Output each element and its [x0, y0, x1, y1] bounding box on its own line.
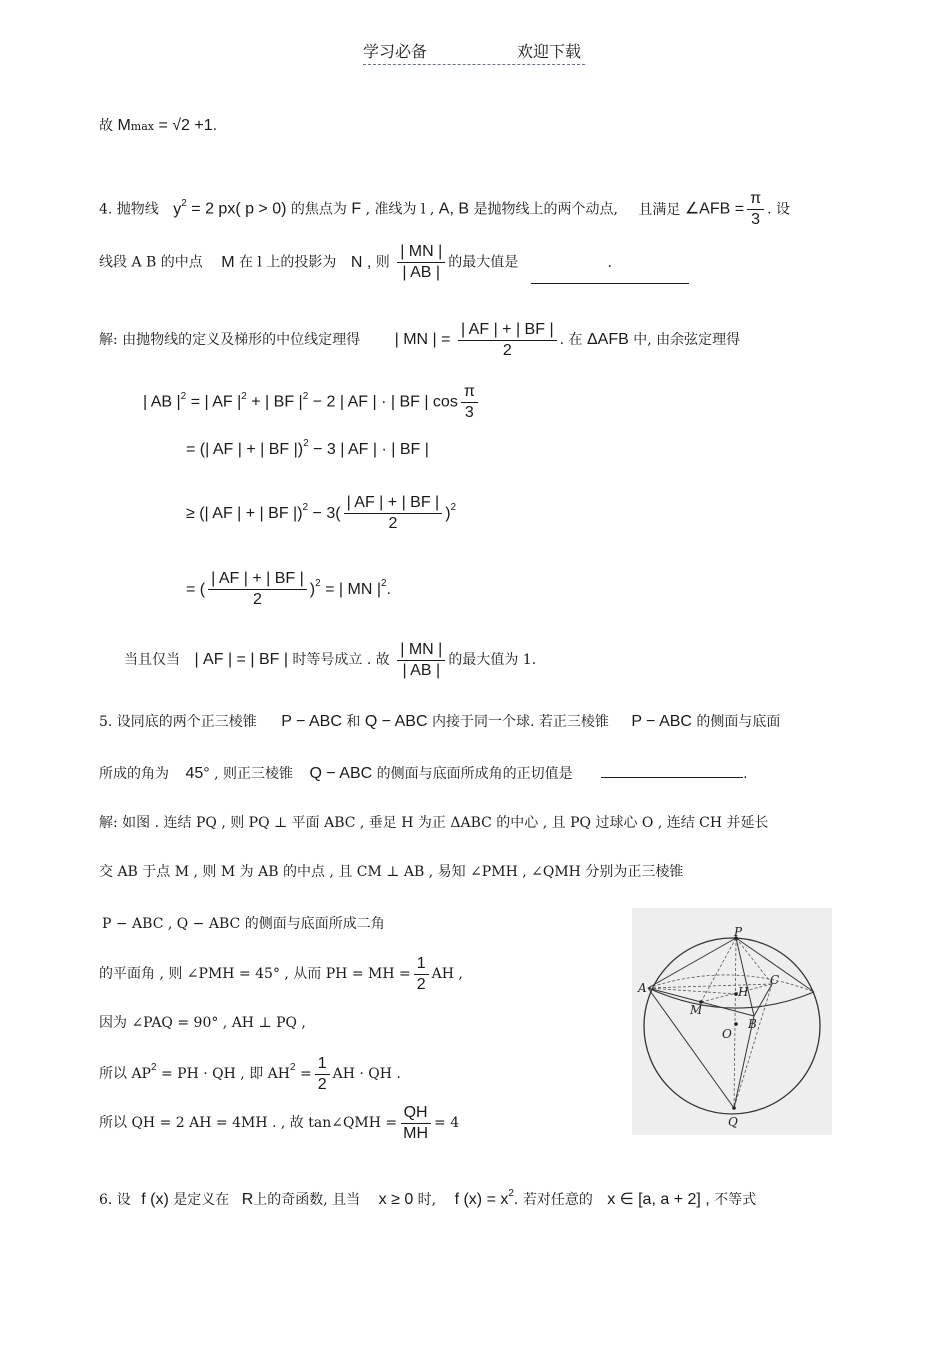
label-P: P	[734, 925, 743, 939]
problem-5-line-1: 5. 设同底的两个正三棱锥 P − ABC 和 Q − ABC 内接于同一个球. 若正三棱锥 P − ABC 的侧面与底面	[99, 713, 781, 730]
sol5-line-5: 因为 ∠PAQ = 90° , AH ⊥ PQ ,	[99, 1015, 306, 1031]
sol5-line-7: 所以 QH = 2 AH = 4MH . , 故 tan∠QMH = $\frac{QH}{MH}$ = 4	[99, 1103, 460, 1142]
sol5-line-6: 所以 $AP^2$ = PH · QH , 即 $AH^2$ = $\frac{1}{2}$ AH · QH .	[99, 1054, 401, 1093]
header-right: 欢迎下载	[516, 42, 581, 61]
sol4-text-3: 中, 由余弦定理得	[633, 332, 741, 348]
sol4-final-eq: | AF | = | BF |	[194, 651, 288, 668]
sol4-row-2: = (| AF | + | BF |)$^2$ − 3 | AF | · | BF |	[186, 438, 429, 458]
p4-l2-text-3: 则	[375, 254, 390, 271]
header-left: 学习必备	[363, 42, 428, 61]
p4-angle: ∠AFB =	[684, 200, 745, 218]
p4-l2-text-4: 的最大值是	[448, 254, 519, 271]
p4-l2-n: N ,	[350, 253, 372, 271]
p4-ab: A, B	[438, 200, 470, 218]
sol4-row-4: = ( $\frac{| AF | + | BF |}{2}$ )$^2$ = | MN $|^2$.	[186, 570, 392, 609]
p4-text-3: 是抛物线上的两个动点,	[473, 201, 618, 218]
parabola-exp: 2	[181, 197, 187, 209]
sol4-final-text-2: 时等号成立 . 故	[292, 652, 390, 668]
sol4-triangle: ΔAFB	[586, 331, 629, 348]
sphere-pyramid-figure	[632, 908, 832, 1135]
conclusion-line	[99, 116, 217, 137]
sol4-text-2: . 在	[559, 332, 583, 348]
problem-4-label: 4. 抛物线	[99, 201, 159, 218]
problem-4-line-2	[99, 242, 689, 284]
label-A: A	[638, 981, 647, 995]
sol4-midline-frac: $\frac{| AF | + | BF |}{2}$	[458, 320, 557, 361]
p4-l2-m: M	[221, 253, 235, 271]
label-B: B	[748, 1017, 757, 1031]
sol4-final-text-1: 当且仅当	[124, 652, 180, 668]
sol5-line-2: 交 AB 于点 M , 则 M 为 AB 的中点 , 且 CM ⊥ AB , 易知 ∠PMH , ∠QMH 分别为正三棱锥	[99, 864, 684, 880]
conclusion-prefix: 故	[99, 118, 113, 134]
p4-text-5: . 设	[767, 201, 791, 218]
conclusion-sub: max	[130, 120, 154, 133]
label-C: C	[770, 973, 780, 987]
label-Q: Q	[728, 1115, 738, 1129]
p4-focus: F	[351, 200, 362, 218]
answer-blank-4: .	[531, 243, 689, 284]
parabola-eq: = 2 px( p > 0)	[191, 200, 287, 218]
answer-blank-5	[601, 777, 743, 778]
sol4-final-frac: $\frac{| MN |}{| AB |}$	[397, 640, 445, 681]
sol4-text-1: 解: 由抛物线的定义及梯形的中位线定理得	[99, 332, 361, 348]
page-header	[363, 40, 585, 65]
p4-pi-over-3: $\frac{\pi}{3}$	[747, 189, 764, 230]
p4-text-2: , 准线为 l ,	[365, 201, 435, 218]
label-M: M	[690, 1003, 703, 1017]
problem-4-line-1	[99, 189, 790, 230]
label-H: H	[738, 985, 749, 999]
conclusion-value: = √2 +1.	[158, 117, 218, 134]
label-O: O	[722, 1027, 732, 1041]
problem-5-line-2: 所成的角为 45° , 则正三棱锥 Q − ABC 的侧面与底面所成角的正切值是 .	[99, 765, 748, 782]
p4-l2-text-2: 在 l 上的投影为	[238, 254, 337, 271]
sol5-line-3: P − ABC , Q − ABC 的侧面与底面所成二角	[102, 916, 385, 932]
p4-ratio: $\frac{| MN |}{| AB |}$	[397, 242, 445, 283]
sol4-mn: | MN | =	[394, 331, 451, 348]
sphere-diagram	[632, 908, 832, 1135]
equator-front	[648, 988, 814, 1008]
sphere-outline	[644, 938, 820, 1114]
sol4-conclusion	[124, 638, 536, 682]
problem-6-line-1: 6. 设 f (x) 是定义在 R上的奇函数, 且当 x ≥ 0 时, f $(x) = x^2$. 若对任意的 x ∈ [a, a + 2] , 不等式	[99, 1188, 757, 1208]
parabola-y: y	[173, 200, 182, 218]
solution-4-intro	[99, 318, 740, 362]
sol4-final-text-3: 的最大值为 1.	[448, 652, 537, 668]
p4-text-4: 且满足	[638, 201, 681, 218]
sol5-line-1: 解: 如图 . 连结 PQ , 则 PQ ⊥ 平面 ABC , 垂足 H 为正 ΔABC 的中心 , 且 PQ 过球心 O , 连结 CH 并延长	[99, 815, 769, 831]
sol5-line-4: 的平面角 , 则 ∠PMH = 45° , 从而 PH = MH = $\frac{1}{2}$ AH ,	[99, 954, 463, 993]
p4-text-1: 的焦点为	[290, 201, 347, 218]
conclusion-var: M	[117, 117, 131, 134]
sol4-row-3: ≥ (| AF | + | BF |)$^2$ − 3( $\frac{| AF | + | BF |}{2}$ )$^2$	[186, 494, 457, 533]
p4-l2-text-1: 线段 A B 的中点	[99, 254, 203, 271]
equator-back	[648, 975, 814, 992]
sol4-row-1: | AB $|^2$ = | AF $|^2$ + | BF $|^2 - 2$ | AF | · | BF | cos $\frac{\pi}{3}$	[143, 382, 481, 425]
